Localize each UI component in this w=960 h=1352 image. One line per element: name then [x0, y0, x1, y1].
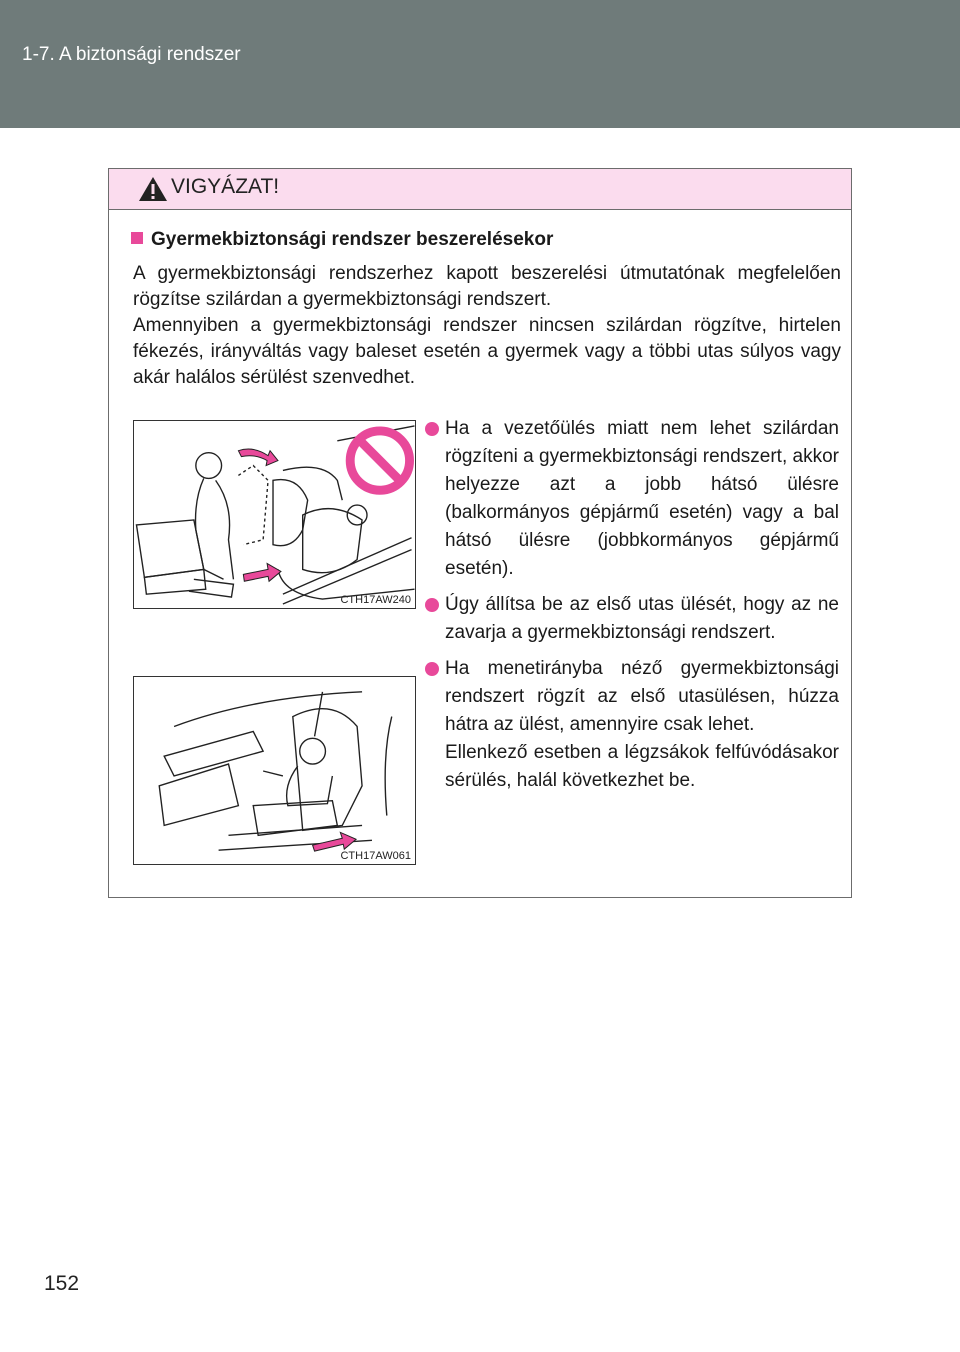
figure-driver-seat	[133, 420, 416, 609]
warning-triangle-icon	[137, 175, 169, 203]
figure-front-seat	[133, 676, 416, 865]
illustration-front-seat	[134, 677, 415, 864]
bullet-list	[419, 415, 839, 803]
bullet-item: Ha a vezetőülés miatt nem lehet szilárdan rögzíteni a gyermekbiztonsági rendszert, akkor helyezze azt a jobb hátsó ülésre (balkormányos gépjármű esetén) vagy a bal hátsó ülésre (jobbkormányos gépjármű esetén).	[419, 415, 839, 583]
section-title: Gyermekbiztonsági rendszer beszerelésekor	[131, 229, 553, 251]
figure-code: CTH17AW061	[340, 850, 411, 862]
warning-header	[109, 169, 851, 210]
chapter-title: 1-7. A biztonsági rendszer	[22, 44, 241, 65]
section-square-icon	[131, 232, 143, 244]
prohibition-icon	[350, 431, 409, 490]
illustration-driver-seat	[134, 421, 415, 608]
paragraph-install: A gyermekbiztonsági rendszerhez kapott beszerelési útmutatónak megfelelően rögzítse szilárdan a gyermekbiztonsági rendszert.	[133, 263, 841, 310]
page-header	[0, 0, 960, 128]
warning-title: VIGYÁZAT!	[171, 175, 280, 198]
paragraph-risk: Amennyiben a gyermekbiztonsági rendszer nincsen szilárdan rögzítve, hirtelen fékezés, irányváltás vagy baleset esetén a gyermek vagy a többi utas súlyos vagy akár halálos sérülést szenvedhet.	[133, 315, 841, 388]
bullet-item: Úgy állítsa be az első utas ülését, hogy az ne zavarja a gyermekbiztonsági rendszert.	[419, 591, 839, 647]
bullet-item: Ha menetirányba néző gyermekbiztonsági rendszert rögzít az első utasülésen, húzza hátra az ülést, amennyire csak lehet. Ellenkező esetben a légzsákok felfúvódásakor sérülés, halál következhet be.	[419, 655, 839, 795]
figure-code: CTH17AW240	[340, 594, 411, 606]
bullet-dot-icon	[425, 422, 439, 436]
warning-box	[108, 168, 852, 898]
bullet-dot-icon	[425, 662, 439, 676]
bullet-extra: Ellenkező esetben a légzsákok felfúvódásakor sérülés, halál következhet be.	[445, 742, 839, 791]
page-number: 152	[44, 1272, 80, 1295]
bullet-dot-icon	[425, 598, 439, 612]
